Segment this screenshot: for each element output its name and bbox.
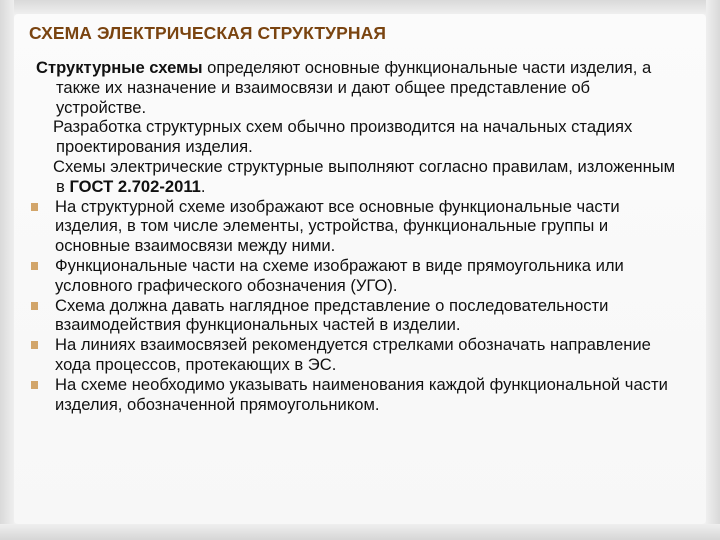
bullet-item (28, 256, 678, 296)
frame-right (706, 0, 720, 540)
bullet-marker-icon (31, 302, 38, 310)
intro-bold-lead: Структурные схемы (36, 58, 203, 77)
bullet-item (28, 197, 678, 256)
bullet-text: Функциональные части на схеме изображают в виде прямоугольника или условного графического обозначения (УГО). (55, 255, 624, 295)
bullet-text: Схема должна давать наглядное представление о последовательности взаимодействия функциональных частей в изделии. (55, 295, 609, 335)
frame-left (0, 0, 14, 540)
bullet-text: На линиях взаимосвязей рекомендуется стрелками обозначать направление хода процессов, протекающих в ЭС. (55, 335, 651, 374)
intro-text: определяют основные функциональные части изделия, а также их назначение и взаимосвязи и дают общее представление об устройстве. (56, 58, 652, 117)
bullet-text: На структурной схеме изображают все основные функциональные части изделия, в том числе элементы, устройства, функциональные группы и основные взаимосвязи между ними. (55, 196, 620, 256)
bullet-marker-icon (31, 262, 38, 270)
slide-content (28, 58, 678, 414)
development-paragraph: Разработка структурных схем обычно производится на начальных стадиях проектирования изделия. (53, 117, 633, 157)
bullet-marker-icon (31, 381, 38, 389)
frame-bottom (0, 524, 720, 540)
standard-reference: ГОСТ 2.702-2011 (69, 176, 201, 196)
rules-paragraph: Схемы электрические структурные выполняют согласно правилам, изложенным в ГОСТ 2.702-2011. (53, 156, 676, 196)
frame-top (0, 0, 720, 14)
intro-paragraph (28, 58, 678, 117)
bullet-item (28, 296, 678, 336)
bullet-marker-icon (31, 203, 38, 211)
slide-title: СХЕМА ЭЛЕКТРИЧЕСКАЯ СТРУКТУРНАЯ (29, 23, 387, 43)
rules-text: Схемы электрические структурные выполняют согласно правилам, изложенным в (53, 156, 676, 196)
bullet-item (28, 375, 678, 415)
bullet-text: На схеме необходимо указывать наименования каждой функциональной части изделия, обозначенной прямоугольником. (55, 374, 668, 414)
bullet-item (28, 335, 678, 375)
bullet-marker-icon (31, 341, 38, 349)
